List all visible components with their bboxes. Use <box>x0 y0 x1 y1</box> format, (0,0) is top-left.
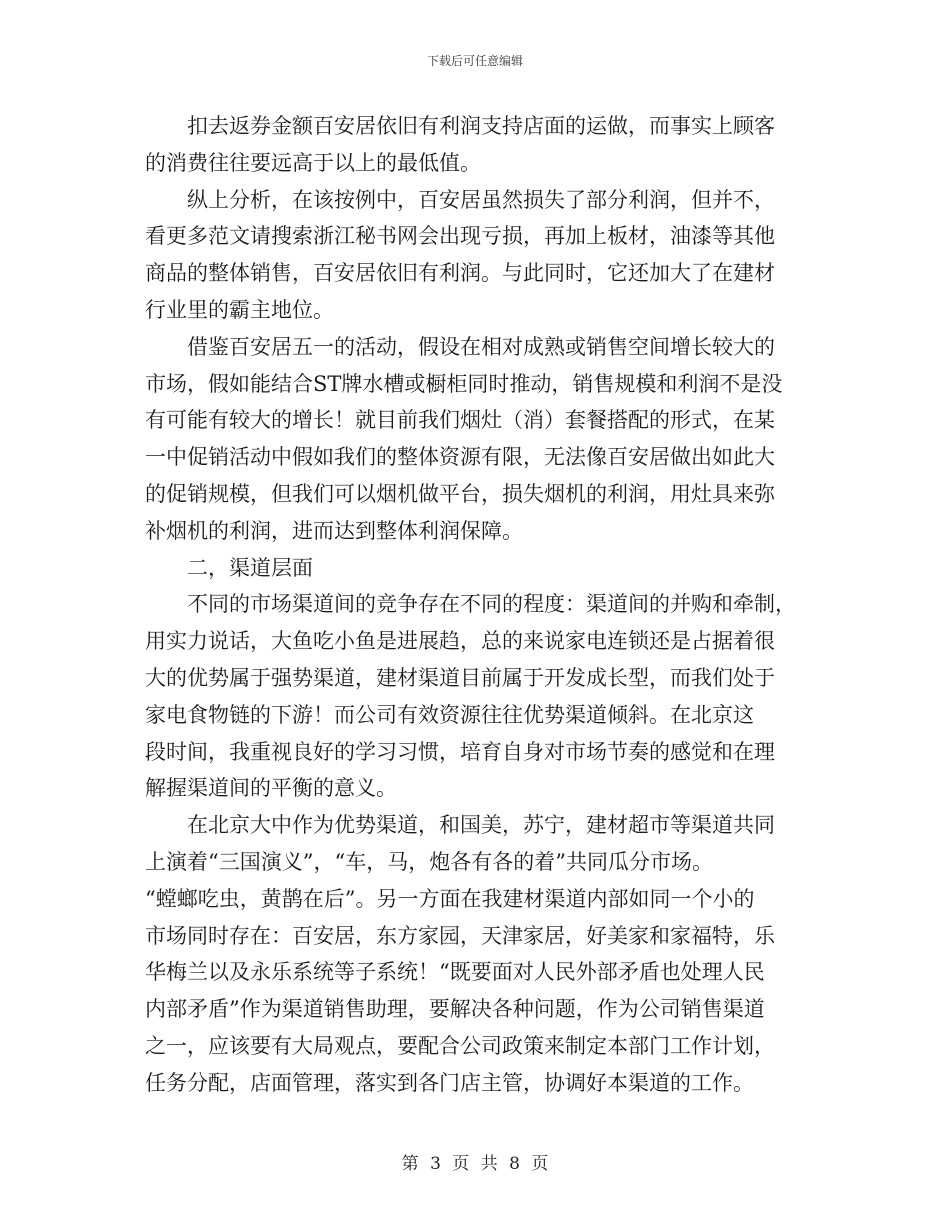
text-line: 行业里的霸主地位。 <box>145 297 334 322</box>
text-line: “螳螂吃虫，黄鹊在后”。另一方面在我建材渠道内部如同一个小的 <box>145 886 755 911</box>
text-line: 在北京大中作为优势渠道，和国美，苏宁，建材超市等渠道共同 <box>187 813 775 838</box>
text-line: 市场，假如能结合ST牌水槽或橱柜同时推动，销售规模和利润不是没 <box>145 371 783 396</box>
page-label-page: 页 <box>452 1154 470 1174</box>
text-line: 的消费往往要远高于以上的最低值。 <box>145 150 481 175</box>
text-line: 市场同时存在：百安居，东方家园，天津家居，好美家和家福特，乐 <box>145 923 775 948</box>
text-line: 上演着“三国演义”，“车，马，炮各有各的着”共同瓜分市场。 <box>145 849 713 874</box>
text-line: 之一，应该要有大局观点，要配合公司政策来制定本部门工作计划， <box>145 1033 775 1058</box>
text-line: 商品的整体销售，百安居依旧有利润。与此同时，它还加大了在建材 <box>145 261 775 286</box>
section-heading: 二，渠道层面 <box>187 555 313 580</box>
text-line: 补烟机的利润，进而达到整体利润保障。 <box>145 518 523 543</box>
text-line: 扣去返券金额百安居依旧有利润支持店面的运做，而事实上顾客 <box>187 114 775 138</box>
text-line: 借鉴百安居五一的活动，假设在相对成熟或销售空间增长较大的 <box>187 334 775 359</box>
text-line: 解握渠道间的平衡的意义。 <box>145 776 397 801</box>
text-line: 有可能有较大的增长！就目前我们烟灶（消）套餐搭配的形式，在某 <box>145 408 775 433</box>
document-body <box>145 108 805 1102</box>
text-line: 任务分配，店面管理，落实到各门店主管，协调好本渠道的工作。 <box>145 1070 754 1095</box>
total-page-number: 8 <box>509 1154 520 1174</box>
text-line: 段时间，我重视良好的学习习惯，培育自身对市场节奏的感觉和在理 <box>145 739 775 764</box>
text-line: 用实力说话，大鱼吃小鱼是进展趋，总的来说家电连锁还是占据着很 <box>145 629 775 654</box>
text-line: 看更多范文请搜索浙江秘书网会出现亏损，再加上板材，油漆等其他 <box>145 224 775 249</box>
text-line: 不同的市场渠道间的竞争存在不同的程度：渠道间的并购和牵制， <box>187 592 796 617</box>
page-label-total: 共 <box>480 1154 498 1174</box>
text-line: 大的优势属于强势渠道，建材渠道目前属于开发成长型，而我们处于 <box>145 665 775 690</box>
page-label-prefix: 第 <box>401 1154 419 1174</box>
text-line: 纵上分析，在该按例中，百安居虽然损失了部分利润，但并不， <box>187 187 775 212</box>
page-footer <box>0 1149 950 1174</box>
text-line: 内部矛盾”作为渠道销售助理，要解决各种问题，作为公司销售渠道 <box>145 997 765 1022</box>
text-line: 家电食物链的下游！而公司有效资源往往优势渠道倾斜。在北京这 <box>145 702 754 727</box>
text-line: 一中促销活动中假如我们的整体资源有限，无法像百安居做出如此大 <box>145 445 775 470</box>
page-header: 下载后可任意编辑 <box>426 54 523 68</box>
text-line: 的促销规模，但我们可以烟机做平台，损失烟机的利润，用灶具来弥 <box>145 481 775 506</box>
current-page-number: 3 <box>430 1154 441 1174</box>
page-label-suffix: 页 <box>531 1154 549 1174</box>
text-line: 华梅兰以及永乐系统等子系统！“既要面对人民外部矛盾也处理人民 <box>145 960 765 985</box>
